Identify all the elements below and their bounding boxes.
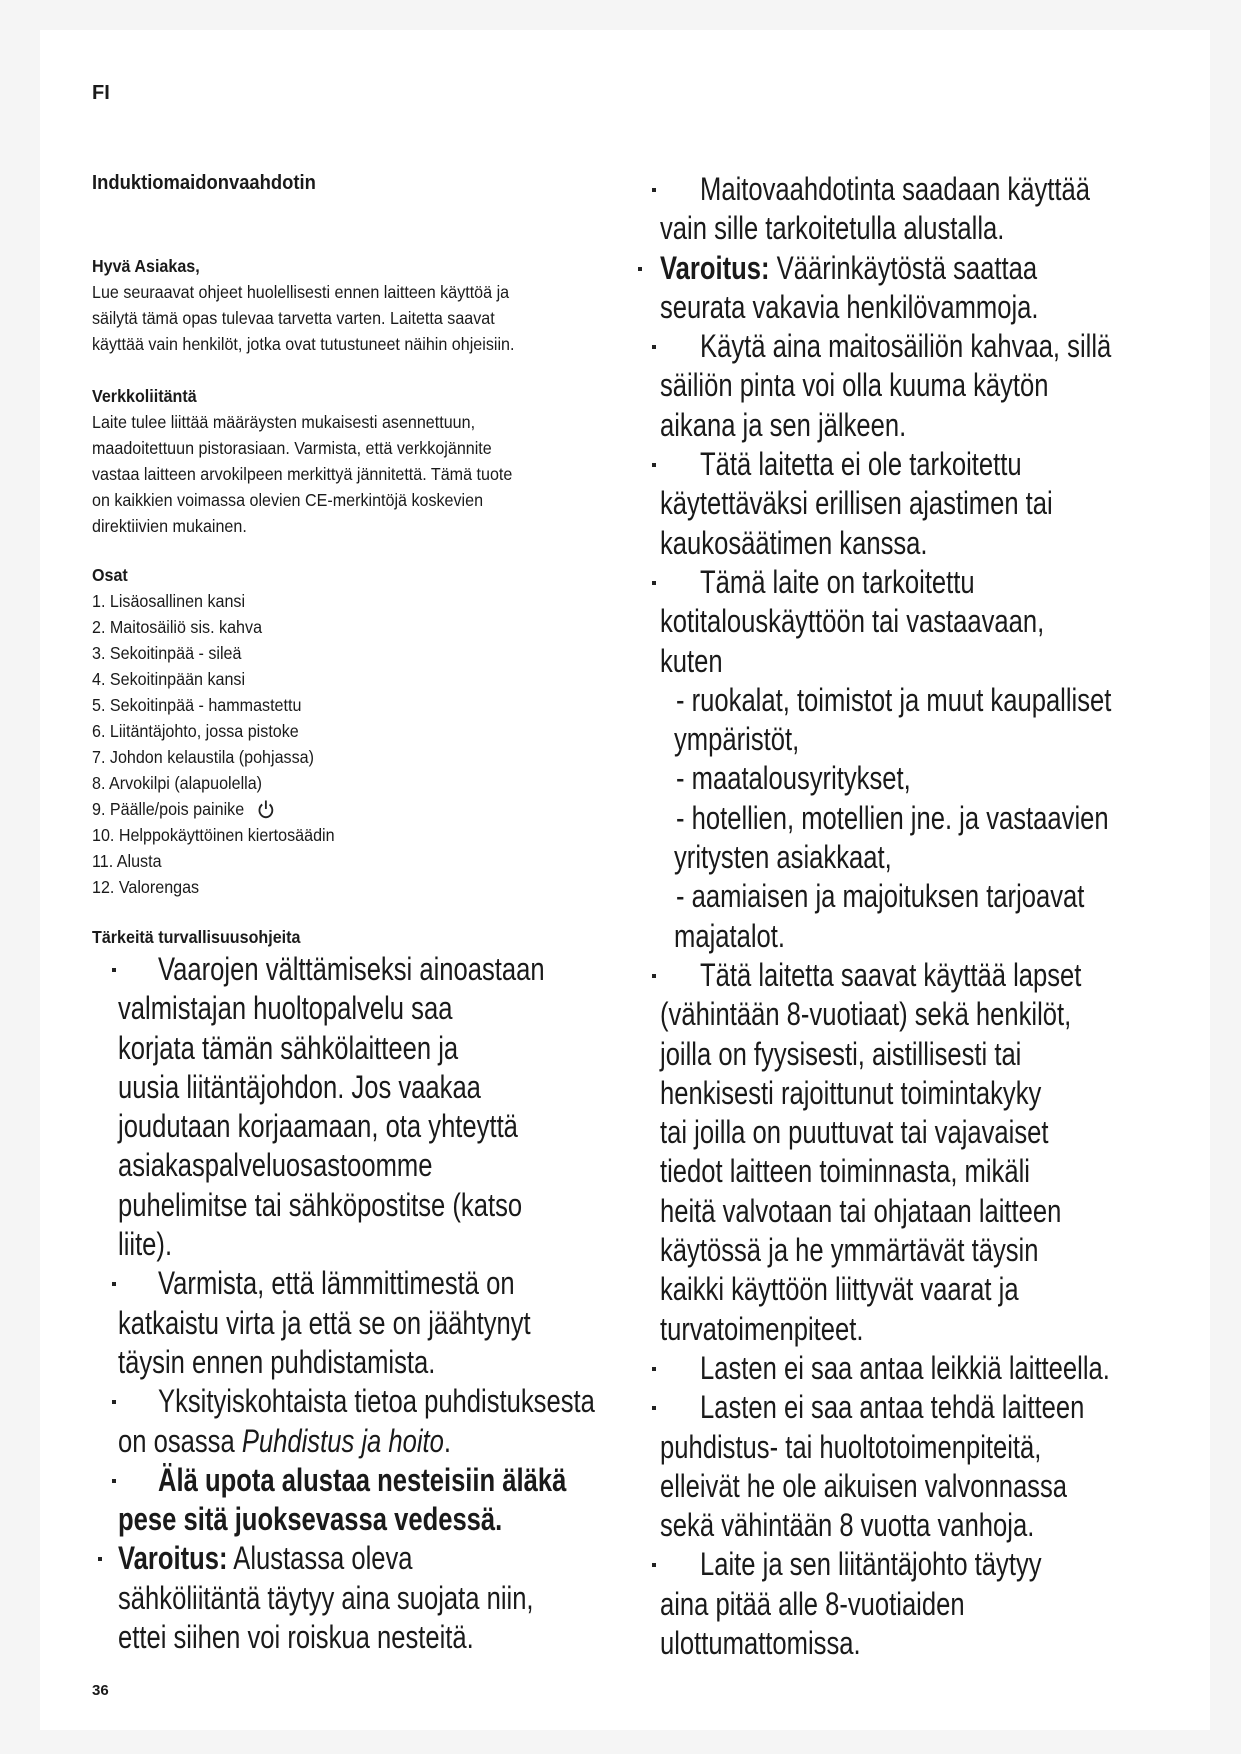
parts-list-item (92, 874, 335, 900)
parts-list-item (92, 822, 335, 848)
parts-item-label: 3. Sekoitinpää - sileä (92, 643, 242, 663)
text-segment: on osassa (118, 1422, 242, 1459)
bullet-line: kotitalouskäyttöön tai vastaavaan, (660, 603, 1045, 640)
bullet-icon (652, 974, 656, 978)
bullet-line: sekä vähintään 8 vuotta vanhoja. (660, 1507, 1035, 1544)
bullet-line: kuten (660, 642, 723, 679)
bullet-line: Lasten ei saa antaa tehdä laitteen (700, 1389, 1085, 1426)
mains-line: maadoitettuun pistorasiaan. Varmista, että verkkojännite (92, 438, 492, 458)
bullet-line: seurata vakavia henkilövammoja. (660, 288, 1039, 325)
bullet-line: täysin ennen puhdistamista. (118, 1343, 436, 1380)
bullet-line: säiliön pinta voi olla kuuma käytön (660, 367, 1049, 404)
parts-list-item (92, 614, 335, 640)
parts-item-label: 5. Sekoitinpää - hammastettu (92, 695, 302, 715)
parts-list-item (92, 796, 335, 822)
bullet-line: puhdistus- tai huoltotoimenpiteitä, (660, 1428, 1042, 1465)
bullet-line: Yksityiskohtaista tietoa puhdistuksesta (158, 1383, 595, 1420)
bullet-line: korjata tämän sähkölaitteen ja (118, 1029, 459, 1066)
language-code: FI (92, 82, 110, 104)
parts-item-label: 11. Alusta (92, 851, 162, 871)
bullet-line: käytössä ja he ymmärtävät täysin (660, 1232, 1039, 1269)
bullet-line: tai joilla on puuttuvat tai vajavaiset (660, 1114, 1049, 1151)
bullet-line: Laite ja sen liitäntäjohto täytyy (700, 1546, 1042, 1583)
parts-item-label: 9. Päälle/pois painike (92, 799, 245, 819)
bullet-icon (98, 1557, 102, 1561)
text-segment: Varoitus: (118, 1540, 228, 1577)
parts-section (92, 562, 356, 900)
bullet-line: turvatoimenpiteet. (660, 1310, 864, 1347)
bullet-item (660, 563, 1204, 956)
bullet-item (118, 950, 664, 1264)
safety-section (92, 924, 319, 950)
text-segment: Puhdistus ja hoito (241, 1422, 444, 1459)
parts-item-label: 12. Valorengas (92, 877, 200, 897)
mains-line: vastaa laitteen arvokilpeen merkittyä jännitettä. Tämä tuote (92, 464, 513, 484)
parts-item-label: 10. Helppokäyttöinen kiertosäädin (92, 825, 335, 845)
sub-item-line: - hotellien, motellien jne. ja vastaavien (676, 799, 1109, 836)
bullet-line: asiakaspalveluosastoomme (118, 1147, 433, 1184)
bullet-icon (652, 463, 656, 467)
bullet-line: liite). (118, 1226, 173, 1263)
bullet-item (660, 249, 1204, 328)
parts-list-item (92, 718, 335, 744)
bullet-line (118, 1422, 555, 1461)
bullet-line: Tätä laitetta ei ole tarkoitettu (700, 446, 1022, 483)
mains-line: direktiivien mukainen. (92, 516, 247, 536)
page-number: 36 (92, 1682, 109, 1699)
bullet-line: Varmista, että lämmittimestä on (158, 1265, 515, 1302)
parts-list-item (92, 588, 335, 614)
bullet-item (660, 1349, 1204, 1388)
parts-list-item (92, 666, 335, 692)
bullet-line: Tämä laite on tarkoitettu (700, 563, 975, 600)
bullet-line: aikana ja sen jälkeen. (660, 406, 907, 443)
bullet-line: aina pitää alle 8-vuotiaiden (660, 1585, 965, 1622)
bullet-line: heitä valvotaan tai ohjataan laitteen (660, 1192, 1062, 1229)
parts-list-item (92, 692, 335, 718)
sub-item-line: ympäristöt, (674, 721, 800, 758)
bullet-item (660, 956, 1204, 1349)
parts-item-label: 8. Arvokilpi (alapuolella) (92, 773, 263, 793)
bullet-line: Älä upota alustaa nesteisiin äläkä (158, 1461, 567, 1498)
bullet-item (660, 327, 1204, 445)
safety-heading: Tärkeitä turvallisuusohjeita (92, 927, 301, 947)
bullet-line: (vähintään 8-vuotiaat) sekä henkilöt, (660, 996, 1072, 1033)
document-title: Induktiomaidonvaahdotin (92, 172, 316, 194)
mains-line: Laite tulee liittää määräysten mukaisesti asennettuun, (92, 412, 476, 432)
parts-list-item (92, 770, 335, 796)
bullet-line: Tätä laitetta saavat käyttää lapset (700, 956, 1082, 993)
parts-item-label: 7. Johdon kelaustila (pohjassa) (92, 747, 314, 767)
mains-heading: Verkkoliitäntä (92, 386, 197, 406)
bullet-icon (112, 1282, 116, 1286)
sub-item-line: - maatalousyritykset, (676, 760, 911, 797)
bullet-line: tiedot laitteen toiminnasta, mikäli (660, 1153, 1030, 1190)
bullet-line: kaikki käyttöön liittyvät vaarat ja (660, 1271, 1019, 1308)
text-segment: Varoitus: (660, 249, 770, 286)
bullet-item (118, 1382, 664, 1461)
intro-line: käyttää vain henkilöt, jotka ovat tutustuneet näihin ohjeisiin. (92, 334, 515, 354)
intro-line: Lue seuraavat ohjeet huolellisesti ennen laitteen käyttöä ja (92, 282, 510, 302)
text-segment: . (443, 1422, 452, 1459)
intro-heading: Hyvä Asiakas, (92, 256, 200, 276)
bullet-item (660, 1545, 1204, 1663)
sub-item-line: - aamiaisen ja majoituksen tarjoavat (676, 878, 1085, 915)
intro-line: säilytä tämä opas tulevaa tarvetta varten. Laitetta saavat (92, 308, 495, 328)
bullet-line: Lasten ei saa antaa leikkiä laitteella. (700, 1349, 1110, 1386)
bullet-line: joilla on fyysisesti, aistillisesti tai (660, 1035, 1022, 1072)
bullet-line: Maitovaahdotinta saadaan käyttää (700, 171, 1090, 207)
bullet-icon (112, 968, 116, 972)
bullet-icon (112, 1479, 116, 1483)
bullet-line: pese sitä juoksevassa vedessä. (118, 1501, 503, 1538)
right-safety-list (660, 170, 1204, 1663)
parts-list-item (92, 848, 335, 874)
mains-line: on kaikkien voimassa olevien CE-merkintöjä koskevien (92, 490, 484, 510)
bullet-line: kaukosäätimen kanssa. (660, 524, 928, 561)
bullet-line: puhelimitse tai sähköpostitse (katso (118, 1186, 523, 1223)
bullet-item (118, 1461, 664, 1540)
parts-list-item (92, 640, 335, 666)
sub-item-line: yritysten asiakkaat, (674, 839, 892, 876)
bullet-icon (112, 1400, 116, 1404)
bullet-line: katkaistu virta ja että se on jäähtynyt (118, 1304, 531, 1341)
parts-item-label: 4. Sekoitinpään kansi (92, 669, 246, 689)
bullet-icon (652, 1367, 656, 1371)
bullet-line: ulottumattomissa. (660, 1624, 861, 1661)
bullet-icon (652, 188, 656, 192)
bullet-line: ettei siihen voi roiskua nesteitä. (118, 1619, 474, 1656)
bullet-line: käytettäväksi erillisen ajastimen tai (660, 485, 1053, 522)
bullet-line: henkisesti rajoittunut toimintakyky (660, 1074, 1042, 1111)
bullet-icon (652, 1563, 656, 1567)
bullet-line: uusia liitäntäjohdon. Jos vaakaa (118, 1068, 481, 1105)
power-icon (257, 799, 275, 819)
bullet-icon (652, 345, 656, 349)
bullet-line: Käytä aina maitosäiliön kahvaa, sillä (700, 328, 1112, 365)
bullet-item (118, 1539, 664, 1657)
bullet-line (118, 1539, 555, 1578)
parts-item-label: 1. Lisäosallinen kansi (92, 591, 246, 611)
bullet-line: elleivät he ole aikuisen valvonnassa (660, 1467, 1068, 1504)
bullet-line: joudutaan korjaamaan, ota yhteyttä (118, 1108, 518, 1145)
left-safety-list (118, 950, 664, 1657)
bullet-icon (638, 267, 642, 271)
bullet-icon (652, 581, 656, 585)
bullet-item (660, 170, 1204, 249)
parts-list-item (92, 744, 335, 770)
parts-item-label: 2. Maitosäiliö sis. kahva (92, 617, 263, 637)
intro-section (92, 253, 551, 357)
parts-item-label: 6. Liitäntäjohto, jossa pistoke (92, 721, 299, 741)
bullet-item (660, 1388, 1204, 1545)
bullet-line: valmistajan huoltopalvelu saa (118, 990, 453, 1027)
parts-heading: Osat (92, 565, 128, 585)
bullet-icon (652, 1406, 656, 1410)
bullet-item (118, 1264, 664, 1382)
mains-section (92, 383, 549, 539)
bullet-line: sähköliitäntä täytyy aina suojata niin, (118, 1579, 534, 1616)
bullet-line: vain sille tarkoitetulla alustalla. (660, 210, 1005, 247)
bullet-item (660, 445, 1204, 563)
sub-item-line: majatalot. (674, 917, 785, 954)
text-segment: Väärinkäytöstä saattaa (769, 249, 1038, 286)
bullet-line (660, 249, 1095, 288)
sub-item-line: - ruokalat, toimistot ja muut kaupalliset (676, 681, 1112, 718)
bullet-line: Vaarojen välttämiseksi ainoastaan (158, 951, 545, 987)
text-segment: Alustassa oleva (227, 1540, 413, 1577)
